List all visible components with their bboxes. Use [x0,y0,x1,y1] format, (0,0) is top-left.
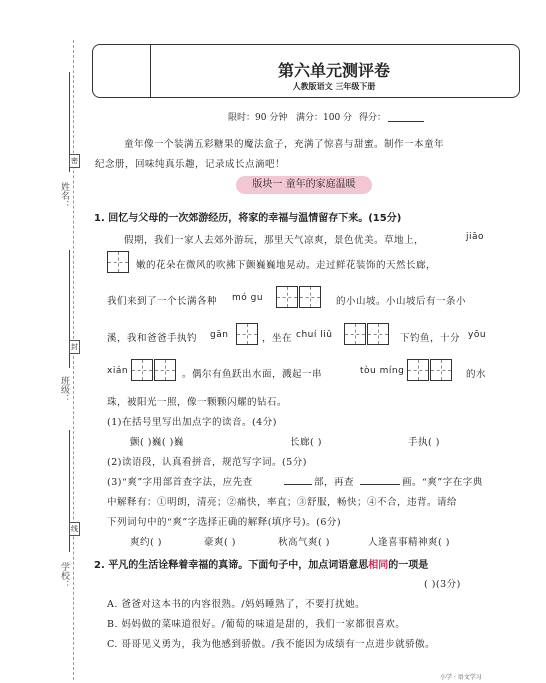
answer-grid[interactable] [299,286,321,308]
answer-grid[interactable] [344,323,366,345]
time-limit: 限时：90 分钟 [228,113,288,123]
q1-pinyin-mogu: mó gu [232,293,264,303]
seal-mark-1: 密 [69,154,80,168]
q1-pinyin-you: yōu [468,330,487,340]
seal-mark-3: 线 [69,522,80,536]
q1-line-6: 珠，被阳光一照，像一颗颗闪耀的钻石。 [107,397,288,408]
full-score: 满分：100 分 [296,113,353,123]
q1-sub3-a: (3)“爽”字用部首查字法，应先查 [107,477,253,488]
q2-title-a: 2. 平凡的生活诠释着幸福的真谛。下面句子中，加点词语意思 [94,560,369,571]
q1-sub2: (2)读语段，认真看拼音，规范写字词。(5分) [107,457,307,468]
q1-line-3a: 我们来到了一个长满各种 [107,296,218,307]
strokes-blank[interactable] [360,484,400,485]
q1-line-3b: 的小山坡。小山坡后有一条小 [336,296,467,307]
page-title: 第六单元测评卷 [277,61,390,80]
q1-sub3-item[interactable]: 人逢喜事精神爽( ) [368,537,450,548]
q1-pinyin-jiao: jiāo [466,232,485,242]
answer-grid[interactable] [430,359,452,381]
page-subtitle: 人教版语文 三年级下册 [292,82,376,91]
score-label: 得分： [359,113,387,123]
school-label: 学校： [59,562,69,589]
q1-line-4a: 溪，我和爸爸手执钓 [107,333,198,344]
q1-sub3-b: 部，再查 [314,477,355,488]
q1-pinyin-touming: tòu míng [360,366,405,376]
q2-option-a[interactable]: A. 爸爸对这本书的内容很熟。/妈妈睡熟了，不要打扰她。 [107,599,366,610]
q1-sub1-item[interactable]: 手执( ) [408,437,440,448]
q1-sub3-item[interactable]: 秋高气爽( ) [278,537,330,548]
q2-title-highlight: 相同 [368,560,389,571]
answer-grid[interactable] [276,286,298,308]
radical-blank[interactable] [284,484,312,485]
seal-mark-2: 封 [69,340,80,354]
footer-brand: 小学 · 语文学习 [440,674,482,681]
q1-sub3-line2: 中解释有：①明朗，清亮；②痛快，率直；③舒服，畅快；④不合，违背。请给 [107,497,458,508]
answer-grid[interactable] [107,251,129,273]
answer-grid[interactable] [367,323,389,345]
q1-line-5b: 的水 [466,369,487,380]
q1-sub3-item[interactable]: 豪爽( ) [204,537,236,548]
q1-line-5a: 。偶尔有鱼跃出水面，溅起一串 [182,369,323,380]
question-1-title: 1. 回忆与父母的一次郊游经历，将家的幸福与温情留存下来。(15分) [94,213,402,224]
q2-option-b[interactable]: B. 妈妈做的菜味道很好。/葡萄的味道是甜的，我们一家都很喜欢。 [107,619,406,630]
q1-sub3-item[interactable]: 爽约( ) [130,537,162,548]
q1-pinyin-chuiliu: chuí liǔ [296,330,333,340]
answer-grid[interactable] [236,323,258,345]
binding-line [73,40,74,680]
answer-grid[interactable] [131,359,153,381]
q1-line-2: 嫩的花朵在微风的吹拂下颤巍巍地晃动。走过鲜花装饰的天然长廊， [136,260,437,271]
answer-grid[interactable] [407,359,429,381]
answer-grid[interactable] [154,359,176,381]
name-label: 姓名： [59,182,69,209]
q2-title-b: 的一项是 [388,560,429,571]
q1-sub1-item[interactable]: 颤( )巍( )巍 [130,437,184,448]
q2-answer-slot[interactable]: ( )(3分) [424,579,461,590]
question-2-title [94,556,428,571]
section-banner: 版块一 童年的家庭温暖 [236,176,372,194]
q1-line-4b: ，坐在 [262,333,293,344]
q1-pinyin-gan: gān [210,330,229,340]
q2-option-c[interactable]: C. 哥哥见义勇为，我为他感到骄傲。/我不能因为成绩有一点进步就骄傲。 [107,639,436,650]
intro-line-2: 纪念册，回味纯真乐趣，记录成长点滴吧！ [95,159,286,170]
q1-pinyin-xian: xián [107,366,129,376]
q1-sub1: (1)在括号里写出加点字的读音。(4分) [107,417,277,428]
q1-sub3-line3: 下列词句中的“爽”字选择正确的解释(填序号)。(6分) [107,517,342,528]
q1-line-1: 假期，我们一家人去郊外游玩，那里天气凉爽，景色优美。草地上， [124,235,425,246]
intro-line-1: 童年像一个装满五彩糖果的魔法盒子，充满了惊喜与甜蜜。制作一本童年 [124,139,445,150]
q1-sub3-c: 画。“爽”字在字典 [402,477,483,488]
q1-line-4c: 下钓鱼，十分 [400,333,461,344]
q1-sub1-item[interactable]: 长廊( ) [290,437,322,448]
class-label: 班级： [59,376,69,403]
score-field[interactable] [388,121,424,122]
